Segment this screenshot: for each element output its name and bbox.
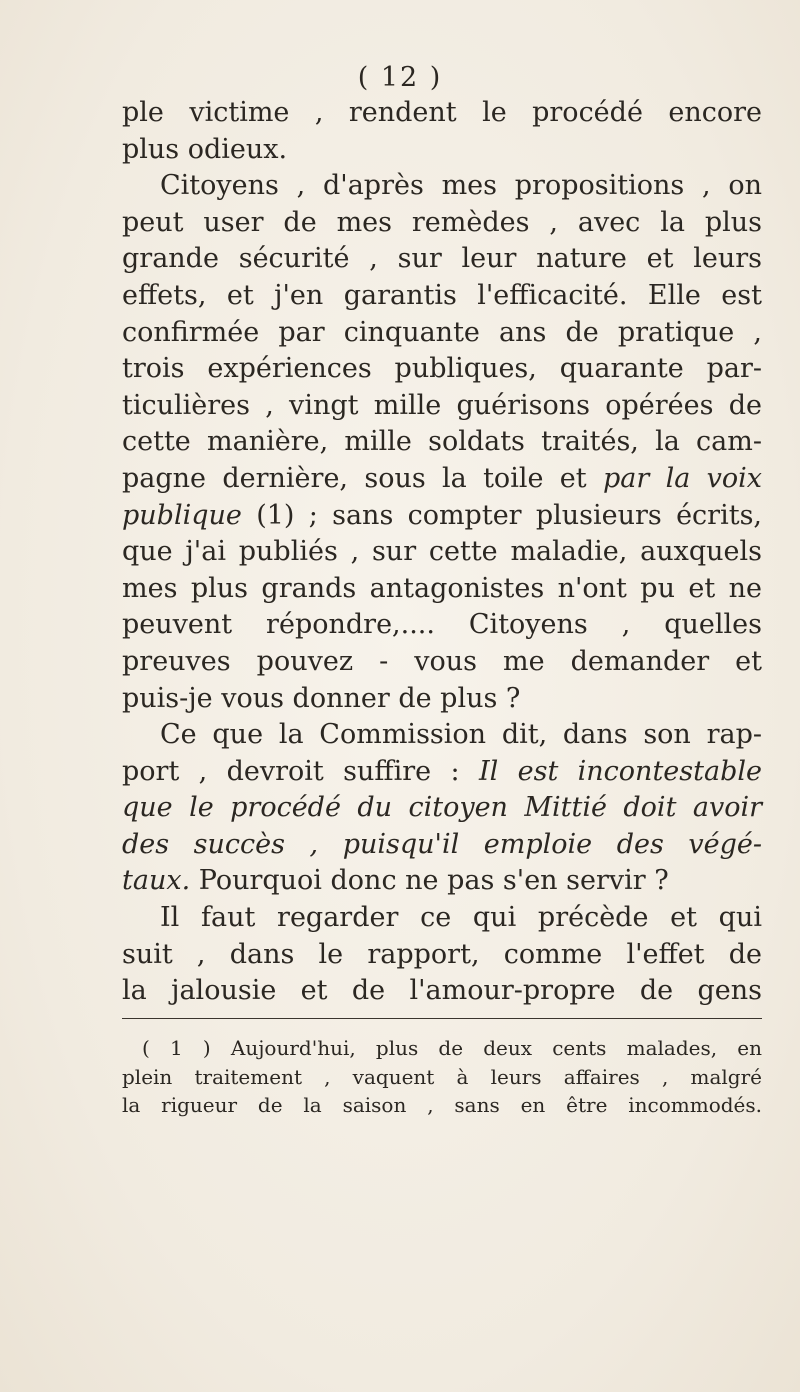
text-line: Il faut regarder ce qui précède et qui: [160, 902, 762, 934]
text-line: preuves pouvez - vous me demander et: [122, 645, 762, 677]
text-segment: (1) ; sans compter plusieurs écrits,: [256, 499, 763, 531]
text-line: [122, 461, 762, 498]
footnote: [122, 1034, 762, 1120]
page-number: ( 12 ): [357, 62, 443, 93]
text-line: Ce que la Commission dit, dans son rap-: [160, 719, 762, 751]
text-line: trois expériences publiques, quarante par-: [122, 353, 762, 385]
text-line: peuvent répondre,.... Citoyens , quelles: [122, 609, 762, 641]
text-line: suit , dans le rapport, comme l'effet de: [122, 938, 762, 970]
text-segment: port , devroit suffire :: [122, 755, 460, 787]
text-line: que j'ai publiés , sur cette maladie, auxquels: [122, 536, 762, 568]
text-line: Citoyens , d'après mes propositions , on: [160, 170, 762, 202]
text-line: mes plus grands antagonistes n'ont pu et ne: [122, 572, 762, 604]
text-line: la jalousie et de l'amour-propre de gens: [122, 975, 762, 1007]
text-line: cette manière, mille soldats traités, la cam-: [122, 426, 762, 458]
text-line: ple victime , rendent le procédé encore: [122, 97, 762, 128]
italic-segment: par la voix: [602, 462, 763, 494]
text-line: [122, 498, 762, 535]
text-line: que le procédé du citoyen Mittié doit avoir: [122, 792, 762, 824]
footnote-line: plein traitement , vaquent à leurs affaires , malgré: [122, 1064, 762, 1089]
text-line: confirmée par cinquante ans de pratique ,: [122, 316, 762, 348]
italic-segment: taux.: [122, 865, 191, 897]
text-line: puis-je vous donner de plus ?: [122, 682, 521, 714]
text-line: effets, et j'en garantis l'efficacité. Elle est: [122, 279, 762, 311]
body-text: [122, 95, 762, 1010]
text-segment: Pourquoi donc ne pas s'en servir ?: [198, 865, 669, 897]
text-line: grande sécurité , sur leur nature et leurs: [122, 243, 762, 275]
text-line: [122, 863, 762, 900]
footnote-line: ( 1 ) Aujourd'hui, plus de deux cents malades, en: [142, 1036, 762, 1060]
footnote-line: la rigueur de la saison , sans en être incommodés.: [122, 1093, 762, 1117]
footnote-divider: [122, 1018, 762, 1019]
text-line: peut user de mes remèdes , avec la plus: [122, 206, 762, 238]
italic-segment: Il est incontestable: [478, 755, 762, 787]
text-line: ticulières , vingt mille guérisons opérées de: [122, 389, 762, 421]
italic-segment: publique: [122, 499, 242, 531]
text-line: [122, 754, 762, 791]
text-line: plus odieux.: [122, 133, 288, 165]
text-segment: pagne dernière, sous la toile et: [122, 462, 587, 494]
text-line: des succès , puisqu'il emploie des végé-: [122, 828, 762, 860]
